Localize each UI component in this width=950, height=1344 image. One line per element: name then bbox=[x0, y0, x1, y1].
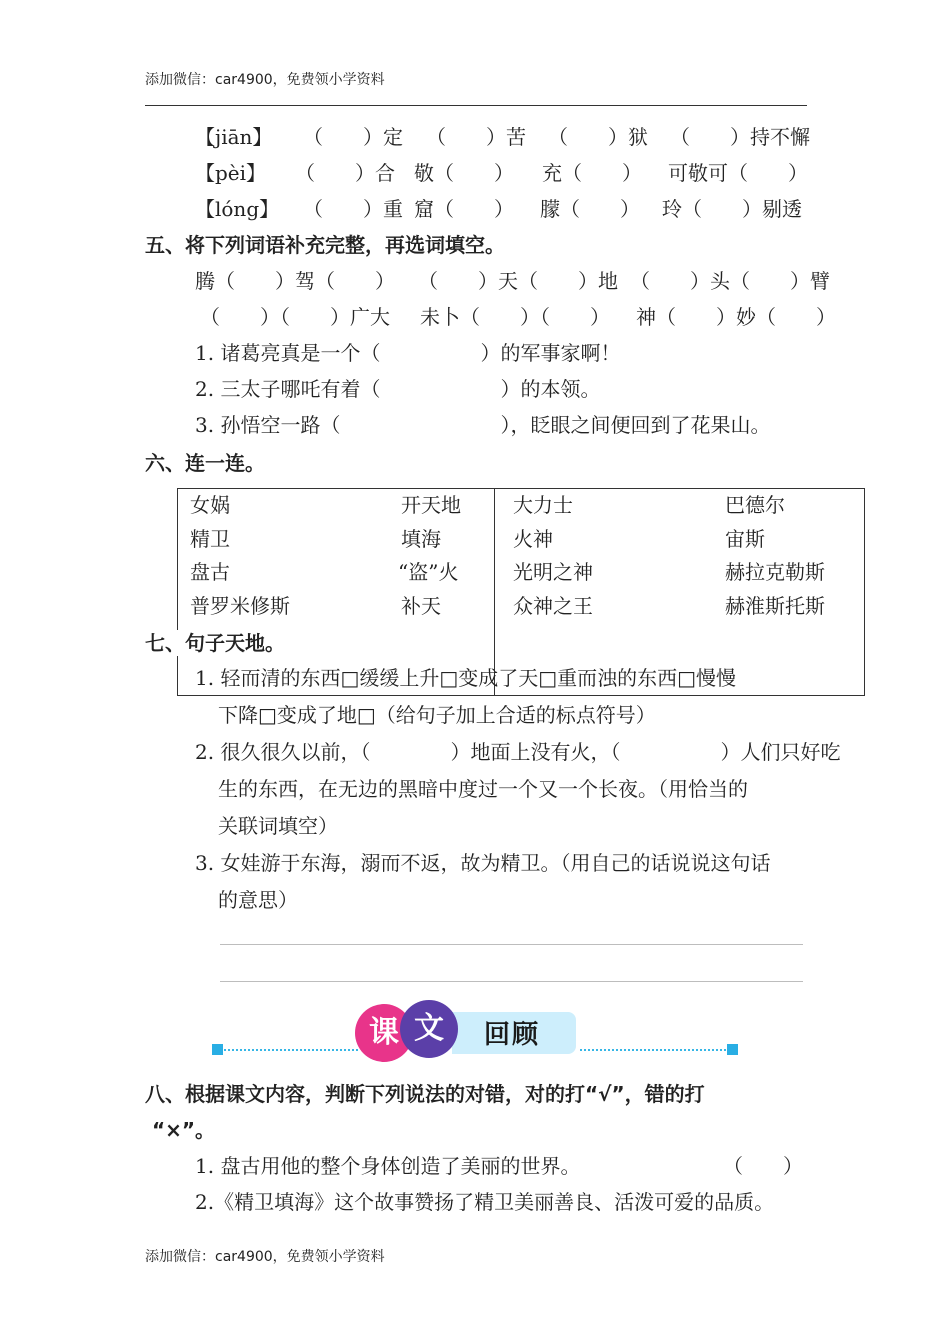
question-5-2: 2. 三太子哪吒有着（ ）的本领。 bbox=[195, 377, 601, 401]
pinyin-item: （ ）合 bbox=[295, 161, 395, 185]
pinyin-item: 玲（ ）剔透 bbox=[662, 197, 802, 221]
question-7-3-cont: 的意思） bbox=[218, 888, 298, 912]
match-left-deed[interactable]: 补天 bbox=[401, 594, 441, 618]
pinyin-key: 【lóng】 bbox=[195, 197, 280, 221]
match-right-name[interactable]: 赫拉克勒斯 bbox=[725, 560, 825, 584]
banner-dotted-line bbox=[224, 1049, 358, 1051]
footer-watermark: 添加微信：car4900，免费领小学资料 bbox=[145, 1249, 385, 1265]
section-7-title: 七、句子天地。 bbox=[145, 631, 285, 655]
pinyin-key: 【pèi】 bbox=[195, 161, 267, 185]
section-8-title-cont: “×”。 bbox=[152, 1118, 216, 1142]
pinyin-item: 充（ ） bbox=[542, 161, 642, 185]
match-left-name[interactable]: 精卫 bbox=[190, 527, 230, 551]
pinyin-item: （ ）重 bbox=[303, 197, 403, 221]
question-8-2: 2.《精卫填海》这个故事赞扬了精卫美丽善良、活泼可爱的品质。 bbox=[195, 1190, 775, 1214]
pinyin-item: 敬（ ） bbox=[414, 161, 514, 185]
question-5-1: 1. 诸葛亮真是一个（ ）的军事家啊！ bbox=[195, 341, 621, 365]
match-left-deed[interactable]: 开天地 bbox=[401, 493, 461, 517]
match-right-name[interactable]: 赫淮斯托斯 bbox=[725, 594, 825, 618]
match-left-name[interactable]: 盘古 bbox=[190, 560, 230, 584]
pinyin-item: （ ）狱 bbox=[548, 125, 648, 149]
match-left-name[interactable]: 普罗米修斯 bbox=[190, 594, 290, 618]
match-right-title[interactable]: 大力士 bbox=[513, 493, 573, 517]
matching-divider bbox=[494, 488, 495, 695]
banner-square-icon bbox=[212, 1044, 223, 1055]
section-6-title: 六、连一连。 bbox=[145, 451, 265, 475]
banner-badge-wen: 文 bbox=[400, 1000, 458, 1058]
banner-label: 回顾 bbox=[484, 1020, 541, 1050]
pinyin-item: （ ）定 bbox=[303, 125, 403, 149]
idiom-blank: （ ）头（ ）臂 bbox=[630, 269, 830, 293]
answer-line[interactable] bbox=[220, 944, 803, 945]
question-8-1: 1. 盘古用他的整个身体创造了美丽的世界。 bbox=[195, 1154, 581, 1178]
banner-badge-ke: 课 bbox=[355, 1004, 413, 1062]
idiom-blank: （ ）天（ ）地 bbox=[418, 269, 618, 293]
idiom-blank: 腾（ ）驾（ ） bbox=[195, 269, 395, 293]
match-left-name[interactable]: 女娲 bbox=[190, 493, 230, 517]
answer-line[interactable] bbox=[220, 981, 803, 982]
question-7-2-cont: 关联词填空） bbox=[218, 814, 338, 838]
pinyin-item: 可敬可（ ） bbox=[668, 161, 808, 185]
section-5-title: 五、将下列词语补充完整，再选词填空。 bbox=[145, 233, 505, 257]
pinyin-item: 窟（ ） bbox=[414, 197, 514, 221]
question-7-2: 2. 很久很久以前，（ ）地面上没有火，（ ）人们只好吃 bbox=[195, 740, 841, 764]
banner-dotted-line bbox=[580, 1049, 726, 1051]
section-8-title: 八、根据课文内容，判断下列说法的对错，对的打“√”，错的打 bbox=[145, 1082, 705, 1106]
match-left-deed[interactable]: 填海 bbox=[401, 527, 441, 551]
idiom-blank: （ ）（ ）广大 bbox=[200, 305, 390, 329]
question-7-2-cont: 生的东西，在无边的黑暗中度过一个又一个长夜。（用恰当的 bbox=[218, 777, 748, 801]
header-watermark: 添加微信：car4900，免费领小学资料 bbox=[145, 72, 385, 88]
idiom-blank: 未卜（ ）（ ） bbox=[420, 305, 610, 329]
pinyin-key: 【jiān】 bbox=[195, 125, 273, 149]
idiom-blank: 神（ ）妙（ ） bbox=[636, 305, 836, 329]
question-7-3: 3. 女娃游于东海，溺而不返，故为精卫。（用自己的话说说这句话 bbox=[195, 851, 771, 875]
match-right-name[interactable]: 宙斯 bbox=[725, 527, 765, 551]
question-5-3: 3. 孙悟空一路（ ），眨眼之间便回到了花果山。 bbox=[195, 413, 771, 437]
match-right-title[interactable]: 火神 bbox=[513, 527, 553, 551]
pinyin-item: 朦（ ） bbox=[540, 197, 640, 221]
pinyin-item: （ ）苦 bbox=[426, 125, 526, 149]
pinyin-item: （ ）持不懈 bbox=[670, 125, 810, 149]
question-7-1-cont: 下降□变成了地□（给句子加上合适的标点符号） bbox=[218, 703, 656, 727]
match-right-name[interactable]: 巴德尔 bbox=[725, 493, 785, 517]
answer-blank[interactable]: （ ） bbox=[723, 1154, 803, 1178]
header-rule bbox=[145, 105, 807, 106]
match-right-title[interactable]: 众神之王 bbox=[513, 594, 593, 618]
question-7-1: 1. 轻而清的东西□缓缓上升□变成了天□重而浊的东西□慢慢 bbox=[195, 666, 737, 690]
banner-square-icon bbox=[727, 1044, 738, 1055]
match-left-deed[interactable]: “盗”火 bbox=[398, 560, 459, 584]
match-right-title[interactable]: 光明之神 bbox=[513, 560, 593, 584]
